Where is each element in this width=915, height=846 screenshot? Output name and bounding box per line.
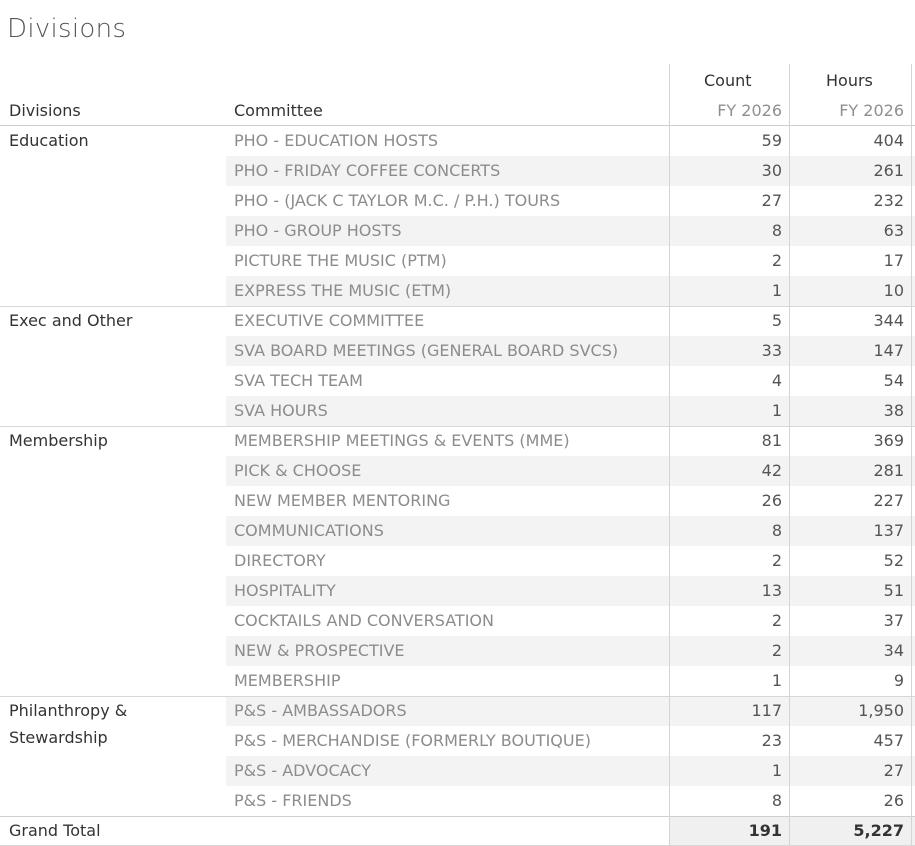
hours-value: 17	[883, 251, 904, 270]
grand-total-row	[0, 816, 915, 846]
table-row	[0, 126, 915, 156]
column-divider	[911, 186, 912, 216]
hours-value: 37	[883, 611, 904, 630]
count-value: 1	[771, 671, 782, 690]
hours-value: 261	[873, 161, 904, 180]
column-divider	[911, 216, 912, 246]
hours-value: 404	[873, 131, 904, 150]
hours-value: 54	[883, 371, 904, 390]
table-row	[0, 156, 915, 186]
committee-name: MEMBERSHIP MEETINGS & EVENTS (MME)	[234, 431, 570, 450]
column-divider	[911, 696, 912, 726]
column-divider	[911, 156, 912, 186]
column-divider	[911, 516, 912, 546]
committee-name: NEW MEMBER MENTORING	[234, 491, 451, 510]
table-row	[0, 246, 915, 276]
hours-fiscal-year-header: FY 2026	[839, 101, 904, 120]
table-row	[0, 216, 915, 246]
committee-name: PHO - FRIDAY COFFEE CONCERTS	[234, 161, 501, 180]
column-divider	[911, 726, 912, 756]
committee-column-header[interactable]: Committee	[234, 101, 323, 120]
hours-value: 457	[873, 731, 904, 750]
column-divider	[911, 636, 912, 666]
committee-name: NEW & PROSPECTIVE	[234, 641, 405, 660]
column-divider	[911, 396, 912, 426]
column-divider	[911, 816, 912, 846]
committee-name: EXECUTIVE COMMITTEE	[234, 311, 425, 330]
division-label: Stewardship	[9, 728, 108, 747]
committee-name: EXPRESS THE MUSIC (ETM)	[234, 281, 452, 300]
hours-value: 26	[883, 791, 904, 810]
table-row	[0, 336, 915, 366]
table-row	[0, 456, 915, 486]
divisions-table	[0, 64, 915, 846]
committee-name: PICK & CHOOSE	[234, 461, 362, 480]
column-divider	[911, 666, 912, 696]
column-divider	[911, 126, 912, 156]
count-value: 117	[751, 701, 782, 720]
hours-value: 27	[883, 761, 904, 780]
column-divider	[911, 64, 912, 126]
committee-name: SVA BOARD MEETINGS (GENERAL BOARD SVCS)	[234, 341, 619, 360]
division-label: Exec and Other	[9, 311, 133, 330]
table-row	[0, 276, 915, 306]
table-row	[0, 516, 915, 546]
committee-name: DIRECTORY	[234, 551, 326, 570]
count-value: 27	[761, 191, 782, 210]
hours-value: 52	[883, 551, 904, 570]
grand-total-hours: 5,227	[853, 821, 904, 840]
count-value: 8	[771, 791, 782, 810]
table-body	[0, 126, 915, 816]
committee-name: SVA TECH TEAM	[234, 371, 363, 390]
grand-total-count: 191	[748, 821, 782, 840]
page-title: Divisions	[7, 14, 127, 44]
committee-name: P&S - ADVOCACY	[234, 761, 371, 780]
column-divider	[911, 756, 912, 786]
hours-value: 38	[883, 401, 904, 420]
divisions-column-header[interactable]: Divisions	[9, 101, 81, 120]
count-value: 4	[771, 371, 782, 390]
committee-name: P&S - MERCHANDISE (FORMERLY BOUTIQUE)	[234, 731, 591, 750]
table-row	[0, 606, 915, 636]
division-label: Education	[9, 131, 89, 150]
committee-name: COMMUNICATIONS	[234, 521, 384, 540]
column-divider	[911, 276, 912, 306]
hours-value: 34	[883, 641, 904, 660]
table-row	[0, 636, 915, 666]
table-row	[0, 306, 915, 336]
table-row	[0, 186, 915, 216]
column-divider	[911, 306, 912, 336]
hours-value: 344	[873, 311, 904, 330]
table-row	[0, 396, 915, 426]
column-divider	[911, 336, 912, 366]
column-divider	[911, 786, 912, 816]
committee-name: PICTURE THE MUSIC (PTM)	[234, 251, 447, 270]
count-value: 23	[761, 731, 782, 750]
count-value: 2	[771, 551, 782, 570]
count-value: 2	[771, 611, 782, 630]
grand-total-label: Grand Total	[9, 821, 101, 840]
count-value: 1	[771, 761, 782, 780]
hours-value: 147	[873, 341, 904, 360]
committee-name: MEMBERSHIP	[234, 671, 341, 690]
committee-name: P&S - AMBASSADORS	[234, 701, 407, 720]
count-fiscal-year-header: FY 2026	[717, 101, 782, 120]
table-row	[0, 426, 915, 456]
committee-name: PHO - GROUP HOSTS	[234, 221, 402, 240]
count-value: 8	[771, 521, 782, 540]
hours-value: 281	[873, 461, 904, 480]
column-divider	[911, 606, 912, 636]
table-header	[0, 64, 915, 126]
count-value: 13	[761, 581, 782, 600]
column-divider	[911, 246, 912, 276]
count-value: 81	[761, 431, 782, 450]
column-divider	[911, 546, 912, 576]
table-row	[0, 546, 915, 576]
table-row	[0, 726, 915, 756]
column-divider	[911, 456, 912, 486]
count-value: 33	[761, 341, 782, 360]
count-value: 5	[771, 311, 782, 330]
count-value: 42	[761, 461, 782, 480]
hours-value: 137	[873, 521, 904, 540]
table-row	[0, 786, 915, 816]
count-value: 2	[771, 641, 782, 660]
hours-value: 51	[883, 581, 904, 600]
hours-value: 1,950	[858, 701, 904, 720]
count-value: 59	[761, 131, 782, 150]
table-row	[0, 486, 915, 516]
count-value: 1	[771, 281, 782, 300]
hours-value: 10	[883, 281, 904, 300]
hours-value: 63	[883, 221, 904, 240]
count-value: 1	[771, 401, 782, 420]
count-value: 30	[761, 161, 782, 180]
committee-name: PHO - EDUCATION HOSTS	[234, 131, 439, 150]
count-value: 2	[771, 251, 782, 270]
hours-value: 232	[873, 191, 904, 210]
division-label: Membership	[9, 431, 108, 450]
column-divider	[911, 486, 912, 516]
table-row	[0, 366, 915, 396]
table-row	[0, 576, 915, 606]
table-row	[0, 666, 915, 696]
hours-value: 227	[873, 491, 904, 510]
column-divider	[911, 366, 912, 396]
division-label: Philanthropy &	[9, 701, 128, 720]
count-value: 26	[761, 491, 782, 510]
committee-name: SVA HOURS	[234, 401, 328, 420]
column-divider	[911, 576, 912, 606]
table-row	[0, 696, 915, 726]
table-row	[0, 756, 915, 786]
hours-column-header[interactable]: Hours	[826, 71, 873, 90]
count-column-header[interactable]: Count	[704, 71, 752, 90]
committee-name: HOSPITALITY	[234, 581, 336, 600]
committee-name: COCKTAILS AND CONVERSATION	[234, 611, 494, 630]
hours-value: 369	[873, 431, 904, 450]
committee-name: P&S - FRIENDS	[234, 791, 352, 810]
column-divider	[911, 426, 912, 456]
count-value: 8	[771, 221, 782, 240]
hours-value: 9	[893, 671, 904, 690]
committee-name: PHO - (JACK C TAYLOR M.C. / P.H.) TOURS	[234, 191, 561, 210]
